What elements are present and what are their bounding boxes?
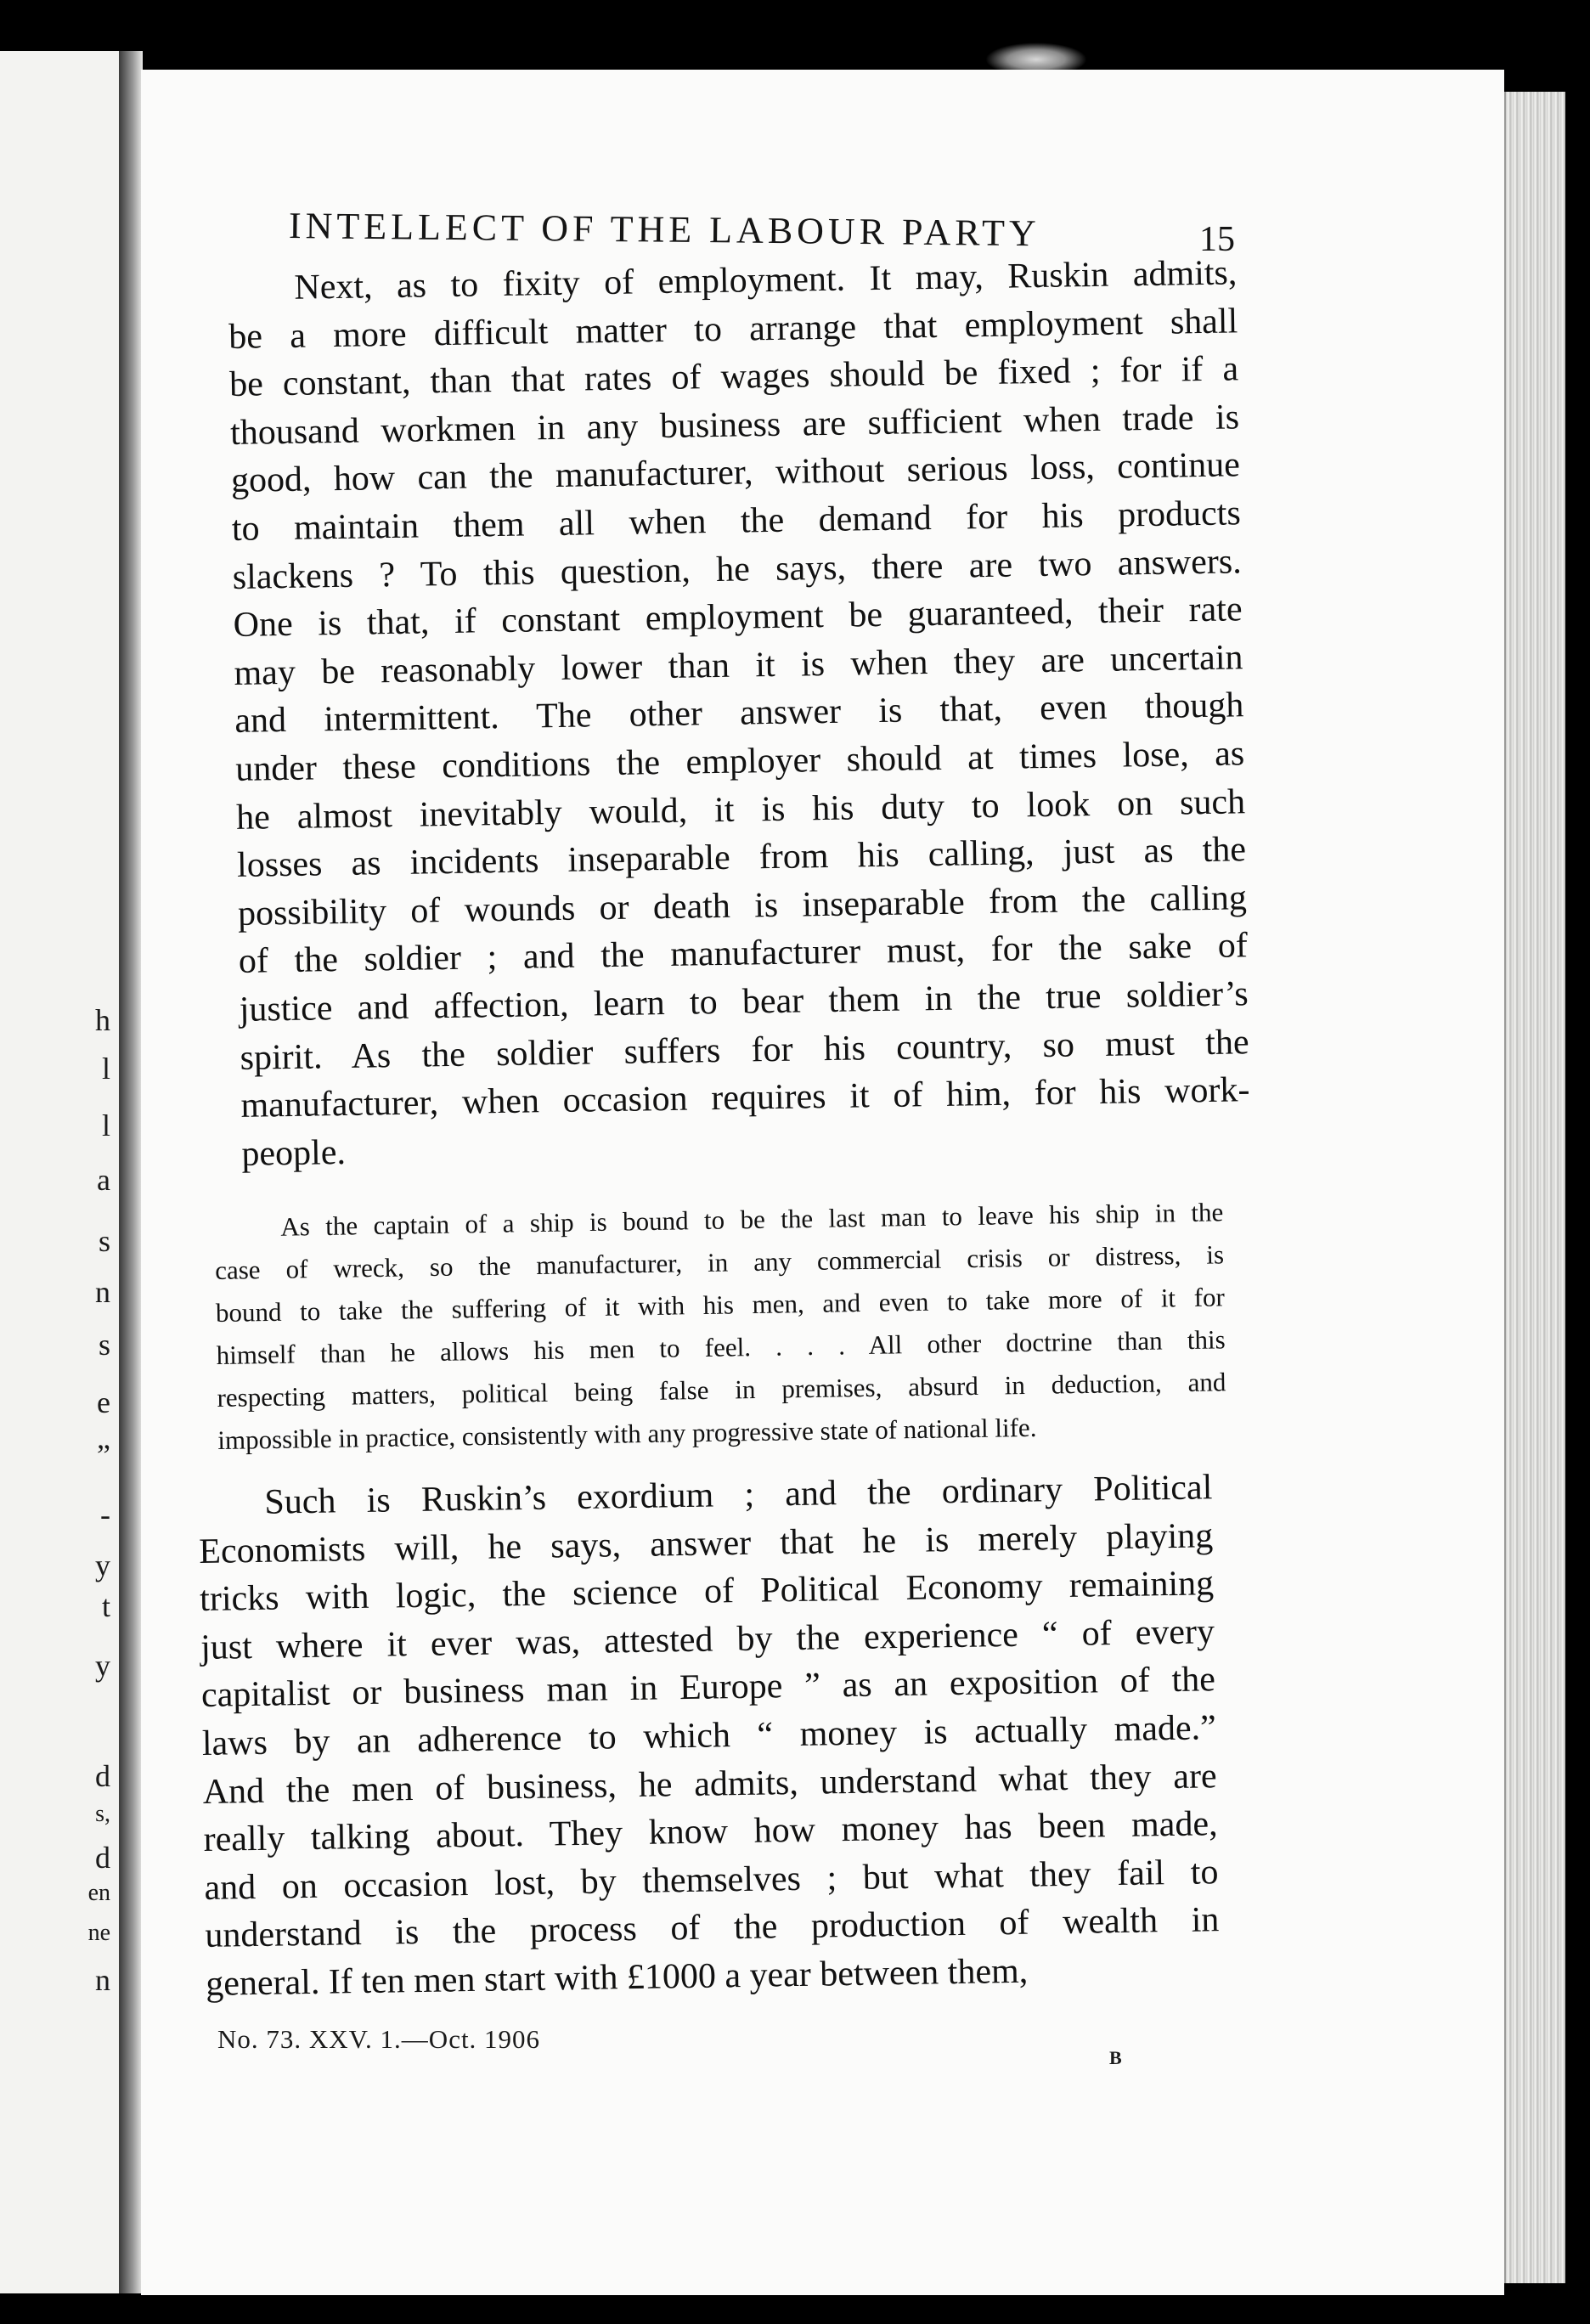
- left-page-fragment: a: [97, 1163, 110, 1197]
- signature-mark: B: [1109, 2047, 1122, 2068]
- left-page-fragment: h: [95, 1003, 110, 1037]
- page-edges: [1504, 92, 1565, 2283]
- left-page-fragment: s,: [95, 1801, 110, 1827]
- left-page-fragment: y: [95, 1649, 110, 1683]
- paragraph-2-line: capitalist or business man in Europe ” as an exposition of the: [200, 1660, 1216, 1716]
- paragraph-2-line: laws by an adherence to which “ money is actually made.”: [201, 1708, 1217, 1763]
- quotation-line: impossible in practice, consistently with any progressive state of national life.: [217, 1412, 1037, 1455]
- left-page-fragment: l: [101, 1052, 110, 1086]
- page-number: 15: [1199, 220, 1235, 259]
- paragraph-2: [198, 1464, 1221, 2008]
- left-page-fragment: l: [101, 1108, 110, 1142]
- paragraph-1-line: justice and affection, learn to bear them in the true soldier’s: [239, 974, 1249, 1029]
- block-quotation: [214, 1191, 1227, 1462]
- left-page-fragment: n: [95, 1275, 110, 1309]
- paragraph-1-line: manufacturer, when occasion requires it of him, for his work-: [240, 1070, 1250, 1125]
- left-page-fragment: d: [95, 1841, 110, 1875]
- paragraph-1-line: be constant, than that rates of wages should be fixed ; for if a: [228, 349, 1239, 405]
- paragraph-2-line: and on occasion lost, by themselves ; but what they fail to: [204, 1852, 1219, 1908]
- paragraph-1: [228, 249, 1251, 1178]
- paragraph-1-line: be a more difficult matter to arrange that employment shall: [228, 301, 1238, 357]
- paragraph-1-line: slackens ? To this question, he says, there are two answers.: [232, 541, 1242, 597]
- paragraph-1-line: spirit. As the soldier suffers for his country, so must the: [240, 1022, 1249, 1078]
- paragraph-2-line: Such is Ruskin’s exordium ; and the ordinary Political: [264, 1468, 1213, 1522]
- paragraph-2-line: just where it ever was, attested by the experience “ of every: [200, 1612, 1215, 1667]
- left-page-fragment: en: [87, 1880, 110, 1906]
- left-page-fragment: ”: [97, 1438, 110, 1472]
- quotation-line: himself than he allows his men to feel. . . . All other doctrine than this: [216, 1324, 1226, 1370]
- paragraph-1-line: possibility of wounds or death is inseparable from the calling: [237, 877, 1248, 934]
- paragraph-1-line: One is that, if constant employment be guaranteed, their rate: [233, 589, 1243, 646]
- left-page-fragment: s: [98, 1328, 110, 1362]
- quotation-line: As the captain of a ship is bound to be the last man to leave his ship in the: [280, 1197, 1224, 1242]
- left-page-fragment: t: [101, 1589, 110, 1623]
- paragraph-1-line: under these conditions the employer should at times lose, as: [234, 734, 1245, 789]
- paragraph-1-line: of the soldier ; and the manufacturer must, for the sake of: [238, 926, 1249, 982]
- paragraph-2-text: [198, 1464, 1221, 2008]
- issue-line: No. 73. XXV. 1.—Oct. 1906: [217, 2024, 541, 2054]
- paragraph-2-line: tricks with logic, the science of Political Economy remaining: [199, 1564, 1215, 1620]
- paragraph-2-line: And the men of business, he admits, understand what they are: [202, 1756, 1217, 1812]
- quotation-text: [214, 1191, 1227, 1462]
- paragraph-1-line: people.: [241, 1132, 347, 1174]
- paragraph-2-line: understand is the process of the production of wealth in: [205, 1900, 1220, 1956]
- paragraph-1-line: losses as incidents inseparable from his calling, just as the: [236, 830, 1247, 886]
- left-page-fragment: n: [95, 1963, 110, 1997]
- left-page-fragment: -: [100, 1498, 110, 1531]
- paragraph-1-line: Next, as to fixity of employment. It may, Ruskin admits,: [294, 253, 1238, 307]
- paragraph-1-line: he almost inevitably would, it is his duty to look on such: [235, 781, 1246, 838]
- paragraph-2-line: general. If ten men start with £1000 a year between them,: [205, 1951, 1029, 2004]
- previous-page-edge: [0, 51, 124, 2293]
- left-page-fragment: e: [97, 1385, 110, 1419]
- left-page-fragment: d: [95, 1759, 110, 1793]
- left-page-fragment: s: [98, 1224, 110, 1258]
- quotation-line: case of wreck, so the manufacturer, in any commercial crisis or distress, is: [214, 1239, 1225, 1285]
- paragraph-1-line: thousand workmen in any business are sufficient when trade is: [229, 398, 1240, 453]
- running-head: INTELLECT OF THE LABOUR PARTY: [288, 205, 1040, 255]
- quotation-line: respecting matters, political being false in premises, absurd in deduction, and: [217, 1367, 1226, 1413]
- paragraph-1-line: to maintain them all when the demand for his products: [231, 494, 1242, 549]
- paragraph-1-line: and intermittent. The other answer is that, even though: [234, 685, 1244, 742]
- book-gutter: [119, 51, 143, 2293]
- left-page-fragment: y: [95, 1548, 110, 1582]
- paragraph-2-line: Economists will, he says, answer that he is merely playing: [198, 1515, 1214, 1571]
- paragraph-1-line: may be reasonably lower than it is when they are uncertain: [234, 638, 1243, 693]
- paragraph-1-text: [228, 249, 1251, 1178]
- left-page-fragment: ne: [87, 1920, 110, 1946]
- quotation-line: bound to take the suffering of it with his men, and even to take more of it for: [215, 1282, 1226, 1328]
- paragraph-2-line: really talking about. They know how money has been made,: [203, 1804, 1218, 1860]
- paragraph-1-line: good, how can the manufacturer, without serious loss, continue: [230, 445, 1241, 501]
